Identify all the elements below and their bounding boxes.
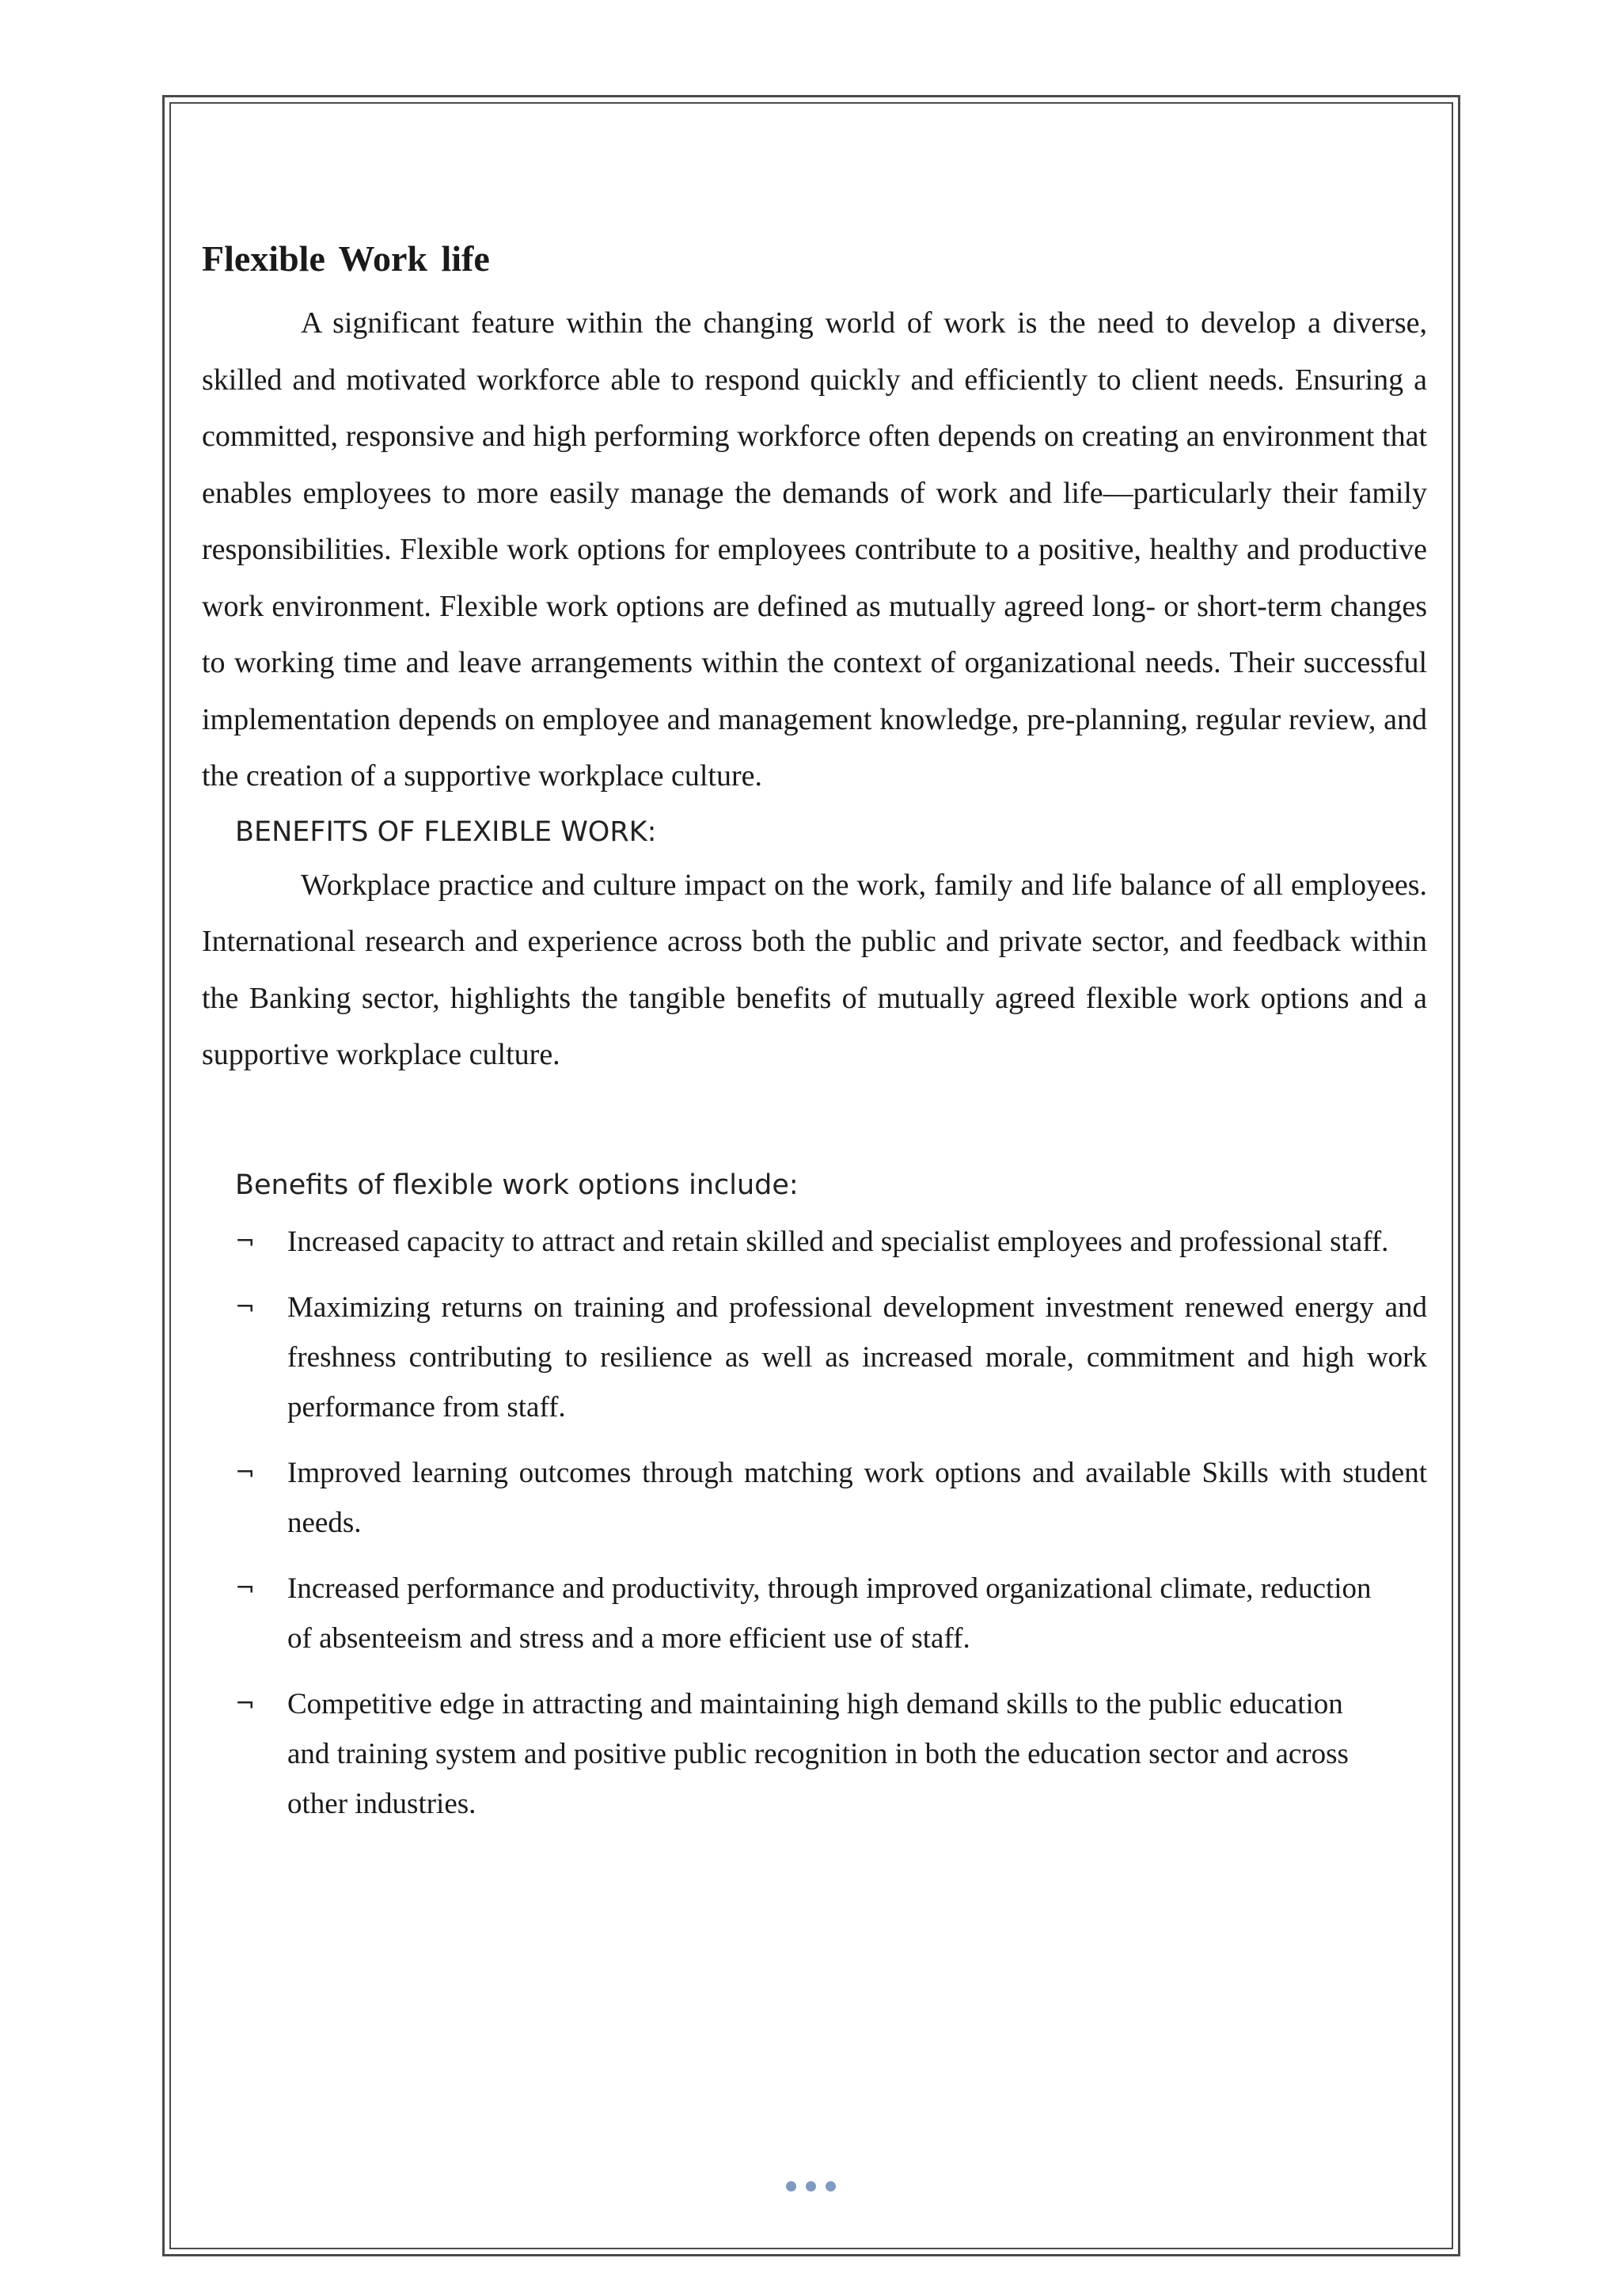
list-item-text: Maximizing returns on training and professional development investment renewed energy and freshness contributing to resilience as well as increased morale, commitment and high work performance from staff. bbox=[287, 1291, 1427, 1424]
list-item bbox=[202, 1679, 1427, 1829]
footer-dot bbox=[806, 2181, 816, 2191]
list-item-text: Improved learning outcomes through matching work options and available Skills with student needs. bbox=[287, 1456, 1427, 1539]
list-item bbox=[202, 1217, 1427, 1267]
benefits-heading: BENEFITS OF FLEXIBLE WORK: bbox=[235, 815, 657, 848]
benefits-paragraph: Workplace practice and culture impact on the work, family and life balance of all employees. International research and experience across both the public and private sector, and feedback within the Banking sector, highlights the tangible benefits of mutually agreed flexible work options and a supportive workplace culture. bbox=[202, 868, 1427, 1071]
options-heading: Benefits of flexible work options include: bbox=[235, 1169, 799, 1201]
footer-dot bbox=[826, 2181, 836, 2191]
footer-dot bbox=[786, 2181, 796, 2191]
page-title: Flexible Work life bbox=[202, 238, 490, 279]
list-item-text: Increased performance and productivity, through improved organizational climate, reduction of absenteeism and stress and a more efficient use of staff. bbox=[287, 1572, 1372, 1655]
bullet-symbol: ¬ bbox=[235, 1293, 256, 1321]
page-footer-ornament bbox=[0, 2181, 1621, 2191]
bullet-symbol: ¬ bbox=[235, 1458, 256, 1487]
intro-paragraph: A significant feature within the changing world of work is the need to develop a diverse, skilled and motivated workforce able to respond quickly and efficiently to client needs. Ensuring a committed, responsive and high performing workforce often depends on creating an environment that enables employees to more easily manage the demands of work and life—particularly their family responsibilities. Flexible work options for employees contribute to a positive, healthy and productive work environment. Flexible work options are defined as mutually agreed long- or short-term changes to working time and leave arrangements within the context of organizational needs. Their successful implementation depends on employee and management knowledge, pre-planning, regular review, and the creation of a supportive workplace culture. bbox=[202, 306, 1427, 793]
bullet-symbol: ¬ bbox=[235, 1574, 256, 1602]
list-item bbox=[202, 1448, 1427, 1548]
list-item bbox=[202, 1564, 1427, 1663]
list-item-text: Increased capacity to attract and retain skilled and specialist employees and professional staff. bbox=[287, 1225, 1389, 1258]
bullet-symbol: ¬ bbox=[235, 1690, 256, 1718]
bullet-symbol: ¬ bbox=[235, 1227, 256, 1256]
benefits-list bbox=[202, 1217, 1427, 1829]
list-item-text: Competitive edge in attracting and maintaining high demand skills to the public education and training system and positive public recognition in both the education sector and across other industries. bbox=[287, 1687, 1349, 1820]
list-item bbox=[202, 1283, 1427, 1432]
document-body bbox=[202, 238, 1427, 1845]
